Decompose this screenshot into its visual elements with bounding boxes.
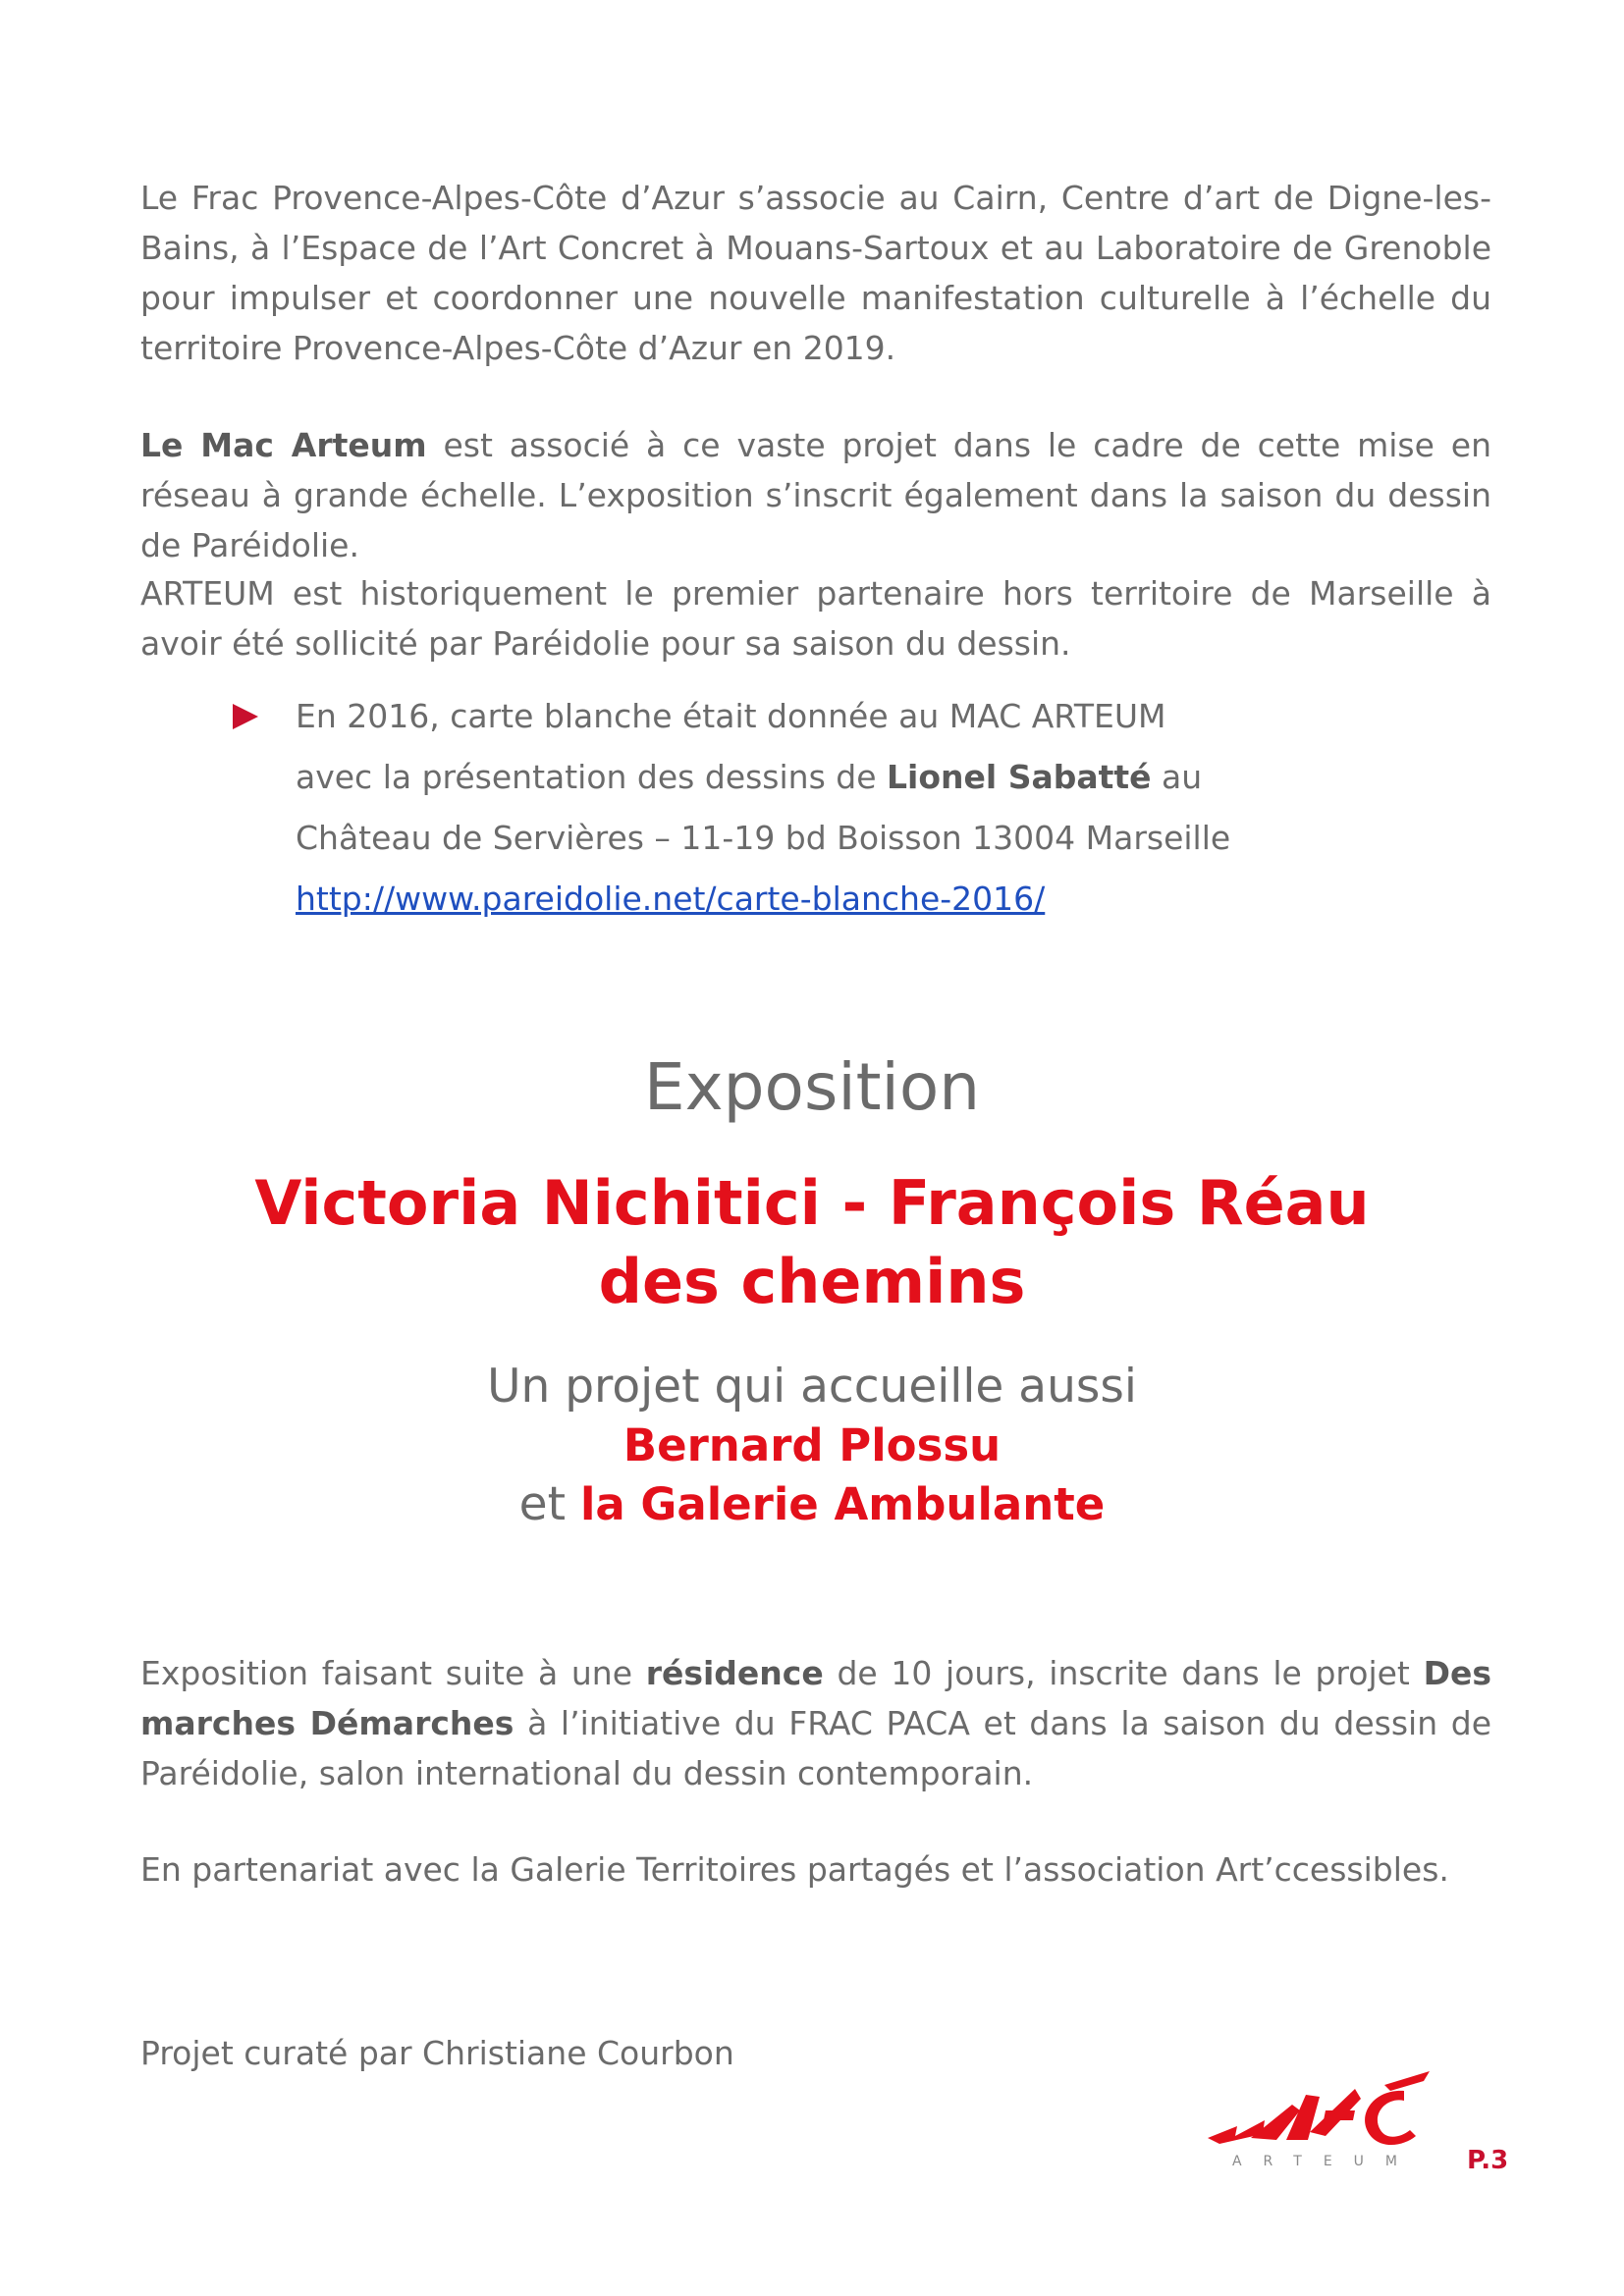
exposition-label: Exposition [643,1049,981,1125]
intro-paragraph: Le Frac Provence-Alpes-Côte d’Azur s’associe au Cairn, Centre d’art de Digne-les-Bains, à l’Espace de l’Art Concret à Mouans-Sartoux et au Laboratoire de Grenoble pour impulser et coordonner une nouvelle manifestation culturelle à l’échelle du territoire Provence-Alpes-Côte d’Azur en 2019. [140,179,1491,367]
exhibition-title: des chemins [598,1246,1026,1317]
bullet-line-1: En 2016, carte blanche était donnée au MAC ARTEUM [296,697,1166,735]
bullet-line-2-post: au [1151,758,1203,796]
arteum-history-paragraph: ARTEUM est historiquement le premier partenaire hors territoire de Marseille à avoir été sollicité par Paréidolie pour sa saison du dessin. [140,574,1491,663]
guest-artist: Bernard Plossu [623,1419,1001,1471]
bullet-line-3: Château de Servières – 11-19 bd Boisson 13004 Marseille [296,819,1231,857]
mac-arteum-logo [1208,2071,1443,2174]
partnership-paragraph: En partenariat avec la Galerie Territoires partagés et l’association Art’ccessibles. [140,1850,1449,1889]
curator-line: Projet curaté par Christiane Courbon [140,2034,734,2072]
bullet-arrow-icon [233,704,258,729]
pareidolie-link[interactable]: http://www.pareidolie.net/carte-blanche-2016/ [296,880,1046,918]
project-name-bold: Des marches Démarches [140,1654,1491,1742]
bullet-line-2 [296,747,1202,808]
exhibition-artists: Victoria Nichitici - François Réau [254,1167,1370,1239]
gallery-et: et [518,1477,580,1531]
gallery-line [0,1475,1624,1534]
mac-arteum-paragraph [140,420,1491,570]
mac-arteum-text: est associé à ce vaste projet dans le cadre de cette mise en réseau à grande échelle. L’exposition s’inscrit également dans la saison du dessin de Paréidolie. [140,426,1491,564]
mac-arteum-bold: Le Mac Arteum [140,426,427,464]
artist-name-bold: Lionel Sabatté [887,758,1152,796]
page-number: P.3 [1467,2146,1509,2175]
exhibition-subtitle: Un projet qui accueille aussi [487,1360,1137,1414]
residence-bold: résidence [645,1654,824,1692]
bullet-line-2-pre: avec la présentation des dessins de [296,758,888,796]
svg-text:ARTEUM: ARTEUM [1231,2154,1420,2169]
gallery-name: la Galerie Ambulante [579,1478,1106,1530]
residence-paragraph: Exposition faisant suite à une résidence de 10 jours, inscrite dans le projet Des marches Démarches à l’initiative du FRAC PACA et dans la saison du dessin de Paréidolie, salon international du dessin contemporain. [140,1654,1491,1792]
